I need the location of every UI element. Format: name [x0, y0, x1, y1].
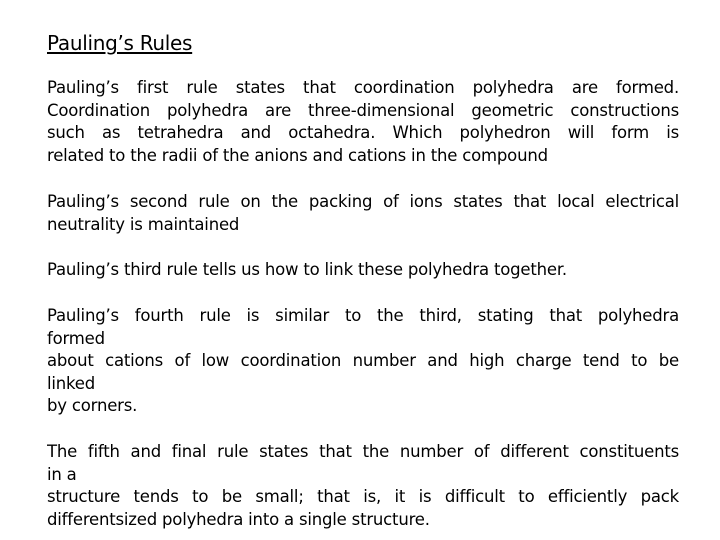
- text-line: in a: [47, 464, 77, 484]
- text-line: Pauling’s fourth rule is similar to the third, stating that polyhedra: [47, 306, 679, 325]
- text-line: Pauling’s first rule states that coordination polyhedra are formed.: [47, 78, 679, 97]
- text-line: Pauling’s second rule on the packing of ions states that local electrical: [47, 192, 679, 211]
- text-line: about cations of low coordination number and high charge tend to be: [47, 351, 679, 371]
- page-title: Pauling’s Rules: [47, 31, 193, 55]
- paragraph-second-rule: [47, 191, 679, 236]
- paragraph-fifth-rule: [47, 441, 679, 531]
- text-line: related to the radii of the anions and cations in the compound: [47, 145, 548, 165]
- text-line: differentsized polyhedra into a single structure.: [47, 509, 430, 529]
- text-line: structure tends to be small; that is, it is difficult to efficiently pack: [47, 487, 679, 507]
- text-line: such as tetrahedra and octahedra. Which polyhedron will form is: [47, 123, 679, 143]
- text-line: neutrality is maintained: [47, 214, 240, 234]
- text-line: formed: [47, 328, 105, 348]
- text-line: Pauling’s third rule tells us how to link these polyhedra together.: [47, 260, 567, 279]
- paragraph-third-rule: [47, 259, 679, 282]
- paragraph-first-rule: [47, 77, 679, 167]
- text-line: Coordination polyhedra are three-dimensional geometric constructions: [47, 100, 679, 120]
- text-line: linked: [47, 373, 96, 393]
- paragraph-fourth-rule: [47, 305, 679, 418]
- text-line: The fifth and final rule states that the number of different constituents: [47, 442, 679, 461]
- text-line: by corners.: [47, 396, 138, 416]
